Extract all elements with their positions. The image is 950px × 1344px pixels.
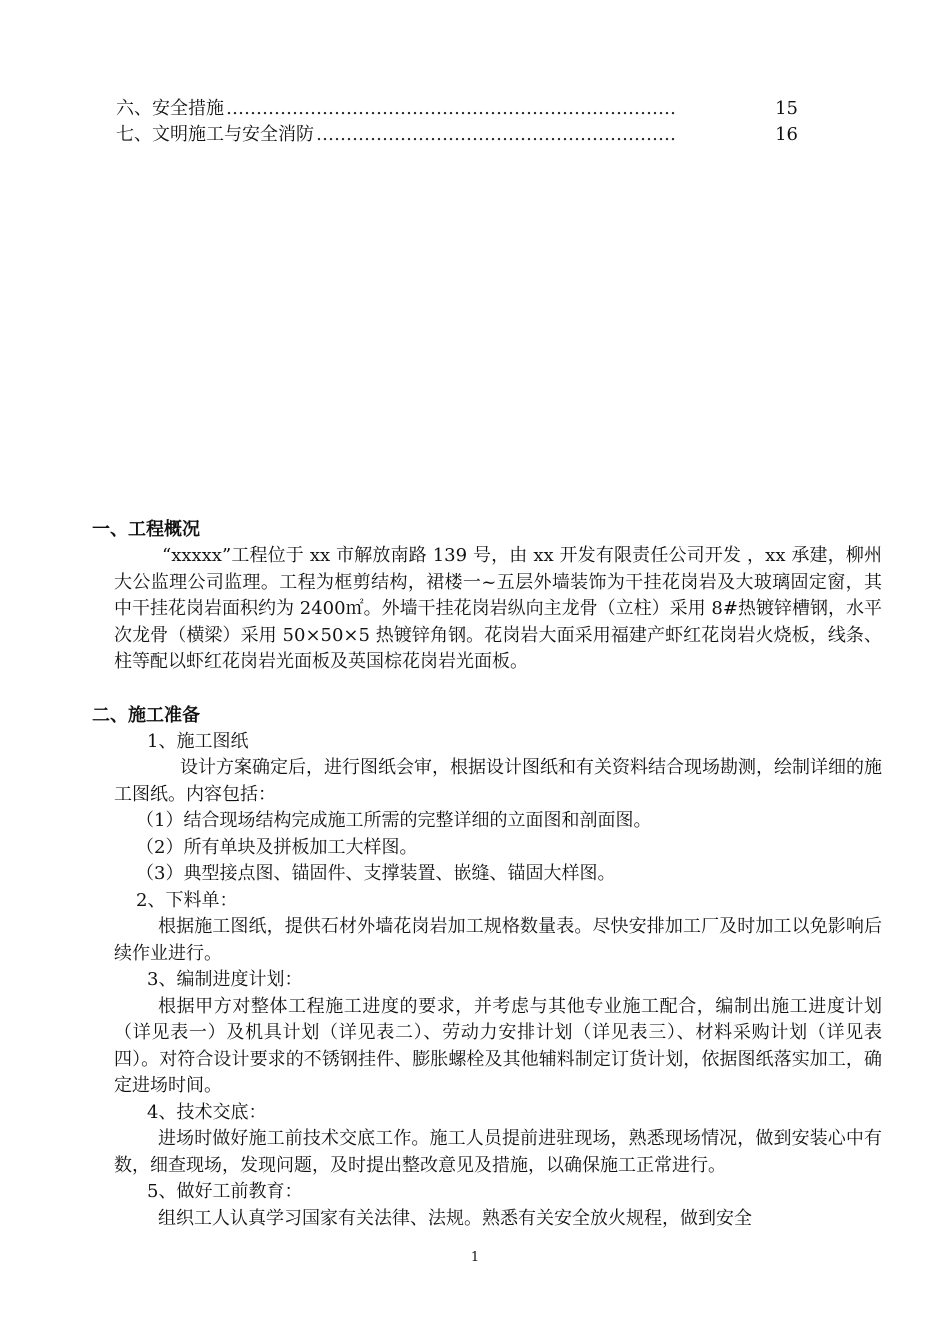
page-number: 1 xyxy=(470,1250,480,1265)
subsection-title-schedule: 3、编制进度计划： xyxy=(147,969,303,990)
subsection-title-cutting-list: 2、下料单： xyxy=(136,889,238,911)
section-gap xyxy=(92,676,882,702)
section-title-preparation: 二、施工准备 xyxy=(92,704,200,726)
section-title-overview: 一、工程概况 xyxy=(92,519,200,540)
document-body xyxy=(92,516,882,1232)
schedule-paragraph: 根据甲方对整体工程施工进度的要求，并考虑与其他专业施工配合，编制出施工进度计划（详见表一）及机具计划（详见表二）、劳动力安排计划（详见表三）、材料采购计划（详见表四）。对符合设计要求的不锈钢挂件、膨胀螺栓及其他辅料制定订货计划，依据图纸落实加工，确定进场时间。 xyxy=(114,995,882,1096)
overview-paragraph: “xxxxx”工程位于 xx 市解放南路 139 号，由 xx 开发有限责任公司开发 ，xx 承建，柳州大公监理公司监理。工程为框剪结构，裙楼一~五层外墙装饰为干挂花岗岩及大玻璃固定窗，其中干挂花岗岩面积约为 2400㎡。外墙干挂花岗岩纵向主龙骨（立柱）采用 8#热镀锌槽钢，水平次龙骨（横梁）采用 50×50×5 热镀锌角钢。花岗岩大面采用福建产虾红花岗岩火烧板，线条、柱等配以虾红花岗岩光面板及英国棕花岗岩光面板。 xyxy=(114,545,882,672)
toc-leader-dots: …………………………………………………… xyxy=(316,124,676,145)
list-item: （2）所有单块及拼板加工大样图。 xyxy=(136,836,418,858)
cutting-list-paragraph: 根据施工图纸，提供石材外墙花岗岩加工规格数量表。尽快安排加工厂及时加工以免影响后续作业进行。 xyxy=(114,916,882,964)
list-item: （3）典型接点图、锚固件、支撑装置、嵌缝、锚固大样图。 xyxy=(136,863,616,884)
toc-entry-title: 七、文明施工与安全消防 xyxy=(116,124,314,145)
list-item: （1）结合现场结构完成施工所需的完整详细的立面图和剖面图。 xyxy=(136,810,652,831)
toc-entry-civilized-construction[interactable] xyxy=(116,122,798,148)
toc-entry-safety[interactable] xyxy=(116,96,798,122)
toc-entry-page: 16 xyxy=(775,124,798,145)
subsection-title-drawings: 1、施工图纸 xyxy=(147,730,249,752)
pre-work-education-paragraph: 组织工人认真学习国家有关法律、法规。熟悉有关安全放火规程，做到安全 xyxy=(158,1207,752,1229)
toc-leader-dots: ………………………………………………………………… xyxy=(226,98,676,119)
toc-entry-page: 15 xyxy=(775,98,798,119)
subsection-title-pre-work-education: 5、做好工前教育： xyxy=(147,1181,303,1202)
drawings-paragraph: 设计方案确定后，进行图纸会审，根据设计图纸和有关资料结合现场勘测，绘制详细的施工图纸。内容包括： xyxy=(114,757,882,805)
technical-briefing-paragraph: 进场时做好施工前技术交底工作。施工人员提前进驻现场，熟悉现场情况，做到安装心中有数，细查现场，发现问题，及时提出整改意见及措施，以确保施工正常进行。 xyxy=(114,1128,882,1176)
table-of-contents xyxy=(116,96,798,148)
subsection-title-technical-briefing: 4、技术交底： xyxy=(147,1101,267,1123)
toc-entry-title: 六、安全措施 xyxy=(116,98,224,119)
